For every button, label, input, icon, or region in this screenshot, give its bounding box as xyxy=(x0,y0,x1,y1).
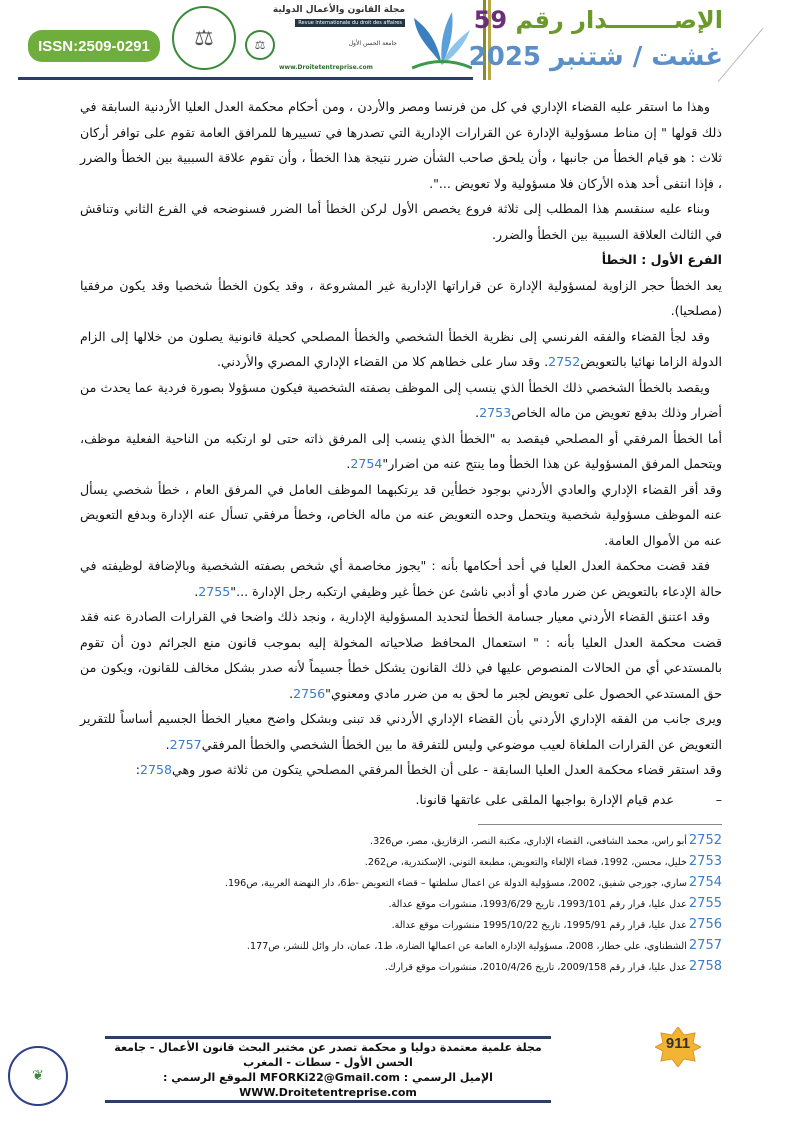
paragraph-text: وبناء عليه سنقسم هذا المطلب إلى ثلاثة فروع يخصص الأول لركن الخطأ أما الضرر فسنوضحه في الفرع الثاني وتناقش في الثالث العلاقة السببية بين الخطأ والضرر. xyxy=(80,201,722,242)
footnotes xyxy=(80,831,722,978)
footer-contact-info: الإميل الرسمي : MFORKi22@Gmail.com الموقع الرسمي : WWW.Droitetentreprise.com xyxy=(163,1071,493,1099)
paragraph xyxy=(80,273,722,324)
paragraph-text: فقد قضت محكمة العدل العليا في أحد أحكامها بأنه : "يجوز مخاصمة أي شخص بصفته الشخصية وبالإضافة لوظيفته في حالة الإدعاء بالتعويض عن ضرر مادي أو أدبي ناشئ عن خطأ غير وظيفي ارتكبه رجل الإدارة ..." xyxy=(80,558,722,599)
decorative-line xyxy=(718,28,764,82)
university-name: جامعة الحسن الأول xyxy=(348,40,397,47)
paragraph-text: وقد اعتنق القضاء الأردني معيار جسامة الخطأ لتحديد المسؤولية الإدارية ، ونجد ذلك واضحا في القرارات الصادرة عنه فقد قضت محكمة العدل العليا بأنه : " استعمال المحافظ صلاحياته المخولة إليه بموجب قانون منع الجرائم دون أن تقوم بالمستدعي أي من الحالات المنصوص عليها في ذلك القانون يشكل خطأ جسيماً لأنه صدر بشكل مخالف للقانون، ويكون من حق المستدعي الحصول على تعويض لجبر ما لحق به من ضرر مادي ومعنوي" xyxy=(80,609,722,701)
page-number: 911 xyxy=(665,1035,691,1052)
footnote xyxy=(80,873,722,894)
footnote xyxy=(80,831,722,852)
paragraph xyxy=(80,477,722,554)
paragraph-text: . xyxy=(165,736,170,752)
footer-journal-info: مجلة علمية معتمدة دوليا و محكمة تصدر عن مختبر البحث قانون الأعمال - جامعة الحسن الأول - سطات - المغرب xyxy=(114,1041,542,1069)
paragraph-text: وهذا ما استقر عليه القضاء الإداري في كل من فرنسا ومصر والأردن ، ومن أحكام محكمة العدل العليا الأردنية السابقة في ذلك قولها " إن مناط مسؤولية الإدارة عن القرارات الإدارية التي تصدرها في تسييرها للمرافق العامة تقوم على توافر أركان ثلاث : هو قيام الخطأ من جانبها ، وأن يلحق صاحب الشأن ضرر نتيجة هذا الخطأ ، وأن تقوم علاقة السببية بين الخطأ والضرر ، فإذا انتفى أحد هذه الأركان فلا مسؤولية ولا تعويض ...". xyxy=(80,99,722,191)
paragraph-text: وقد استقر قضاء محكمة العدل العليا السابقة - على أن الخطأ المرفقي المصلحي يتكون من ثلاثة صور وهي xyxy=(172,762,722,777)
magazine-subtitle: Revue internationale du droit des affaires xyxy=(295,19,405,27)
footer-divider-top xyxy=(105,1036,551,1039)
footnote-text: خليل، محسن، 1992، قضاء الإلغاء والتعويض، مطبعة التوني، الإسكندرية، ص262. xyxy=(364,857,687,868)
footnote xyxy=(80,936,722,957)
footnote xyxy=(80,852,722,873)
section-heading xyxy=(80,247,722,273)
paragraph xyxy=(80,196,722,247)
issue-number xyxy=(473,4,723,36)
footnote-reference[interactable]: 2753 xyxy=(479,405,512,420)
paragraph xyxy=(80,324,722,375)
footnote-reference[interactable]: 2752 xyxy=(548,354,581,369)
page-header xyxy=(0,0,793,90)
paragraph xyxy=(80,706,722,757)
director-seal-logo xyxy=(8,1046,68,1106)
issue-label: الإصــــــــدار رقم xyxy=(515,6,723,34)
footnote xyxy=(80,957,722,978)
issue-date: غشت / شتنبر 2025 xyxy=(468,42,723,72)
footnote-reference[interactable]: 2756 xyxy=(293,685,326,701)
footnote-number: 2754 xyxy=(688,875,722,890)
small-scales-icon: ⚖ xyxy=(254,38,266,52)
paragraph-text: ويقصد بالخطأ الشخصي ذلك الخطأ الذي ينسب إلى الموظف بصفته الشخصية فيكون مسؤولا بصورة فردية عما يحدث من أضرار وذلك بدفع تعويض من ماله الخاص xyxy=(80,379,722,420)
paragraph-text: وقد لجأ القضاء والفقه الفرنسي إلى نظرية الخطأ الشخصي والخطأ المصلحي كحيلة قانونية يصلون من خلالها إلى الزام الدولة الزاما نهائيا بالتعويض xyxy=(80,328,722,369)
paragraph-text: ويرى جانب من الفقه الإداري الأردني بأن القضاء الإداري الأردني قد تبنى وبشكل واضح معيار الخطأ الجسيم أساساً للتقرير التعويض عن القرارات الملغاة لعيب موضوعي وليس للتفرقة ما بين الخطأ الشخصي والخطأ المرفقي xyxy=(80,711,722,752)
footnote-number: 2757 xyxy=(688,938,722,953)
paragraph-text: عدم قيام الإدارة بواجبها الملقى على عاتقها قانونا. xyxy=(415,791,674,807)
header-divider xyxy=(18,77,473,80)
seal-emblem-icon: ❦ xyxy=(32,1068,44,1084)
magazine-logo xyxy=(245,4,405,74)
small-seal-logo xyxy=(245,30,275,60)
footnote-text: الشطناوي، علي خطار، 2008، مسؤولية الإدارة العامة عن اعمالها الضارة، ط1، عمان، دار وائل للنشر، ص177. xyxy=(246,941,687,952)
bullet-dash: – xyxy=(715,791,722,807)
footnote-text: أبو راس، محمد الشافعي، القضاء الإداري، مكتبة النصر، الزقازيق، مصر، ص326. xyxy=(370,836,687,847)
paragraph-text: . xyxy=(289,685,294,701)
footnote-text: ساري، جورجي شفيق، 2002، مسؤولية الدولة عن اعمال سلطتها – قضاء التعويض -ط6، دار النهضة العربية، ص196. xyxy=(224,878,687,889)
paragraph-text: : xyxy=(135,762,140,777)
magazine-title: مجلة القانون والأعمال الدولية xyxy=(272,5,405,15)
issue-number-value: 59 xyxy=(473,6,508,34)
article-body xyxy=(80,94,722,812)
footnote-text: عدل عليا، قرار رقم 2009/158، تاريخ 2010/4/26، منشورات موقع قرارك. xyxy=(384,962,687,973)
footnote-number: 2756 xyxy=(688,917,722,932)
paragraph xyxy=(80,94,722,196)
footnote-number: 2755 xyxy=(688,896,722,911)
page-content xyxy=(80,94,722,978)
paragraph-text: . وقد سار على خطاهم كلا من القضاء الإداري المصري والأردني. xyxy=(217,354,549,369)
paragraph-text: الفرع الأول : الخطأ xyxy=(601,252,722,267)
paragraph xyxy=(80,426,722,477)
footer-text xyxy=(105,1042,551,1098)
footnote-separator xyxy=(478,824,722,825)
footnote-text: عدل عليا، قرار رقم 1993/101، تاريخ 1993/6/29، منشورات موقع عدالة. xyxy=(388,899,687,910)
footnote-reference[interactable]: 2754 xyxy=(350,456,383,471)
footer-divider-bottom xyxy=(105,1100,551,1103)
paragraph xyxy=(80,604,722,706)
footnote-number: 2752 xyxy=(688,833,722,848)
lab-seal-logo xyxy=(172,6,236,70)
paragraph-text: . xyxy=(346,456,351,471)
paragraph-text: أما الخطأ المرفقي أو المصلحي فيقصد به "الخطأ الذي ينسب إلى المرفق ذاته حتى لو ارتكبه من الناحية الفعلية موظف، ويتحمل المرفق المسؤولية عن هذا الخطأ وما ينتج عنه من اضرار" xyxy=(80,430,722,471)
paragraph xyxy=(80,375,722,426)
footnote-reference[interactable]: 2757 xyxy=(169,736,202,752)
footnote xyxy=(80,894,722,915)
footnote-text: عدل عليا، قرار رقم 1995/91، تاريخ 1995/10/22 منشورات موقع عدالة. xyxy=(391,920,687,931)
bullet-item xyxy=(80,787,722,813)
paragraph-text: . xyxy=(194,583,199,599)
paragraph-text: . xyxy=(475,405,480,420)
magazine-website: www.Droitetentreprise.com xyxy=(279,64,373,71)
book-logo-icon xyxy=(412,10,472,70)
scales-icon: ⚖ xyxy=(194,25,214,51)
paragraph xyxy=(80,553,722,604)
issn-badge: ISSN:2509-0291 xyxy=(28,30,160,62)
paragraph xyxy=(80,757,722,783)
footnote xyxy=(80,915,722,936)
paragraph-text: يعد الخطأ حجر الزاوية لمسؤولية الإدارة عن قراراتها الإدارية غير المشروعة ، وقد يكون الخطأ شخصيا وقد يكون مرفقيا (مصلحيا). xyxy=(80,277,722,318)
footnote-reference[interactable]: 2758 xyxy=(139,762,173,777)
paragraph-text: وقد أقر القضاء الإداري والعادي الأردني بوجود خطأين قد يرتكبهما الموظف العامل في المرفق العام ، خطأ شخصي يسأل عنه الموظف مسؤولية شخصية ويتحمل وحده التعويض عنه من ماله الخاص، وخطأ مرفقي تسأل عنه الإدارة وبدفع التعويض عنه من الأموال العامة. xyxy=(80,481,722,548)
footnote-number: 2758 xyxy=(688,959,722,974)
footnote-reference[interactable]: 2755 xyxy=(198,583,231,599)
footnote-number: 2753 xyxy=(688,854,722,869)
